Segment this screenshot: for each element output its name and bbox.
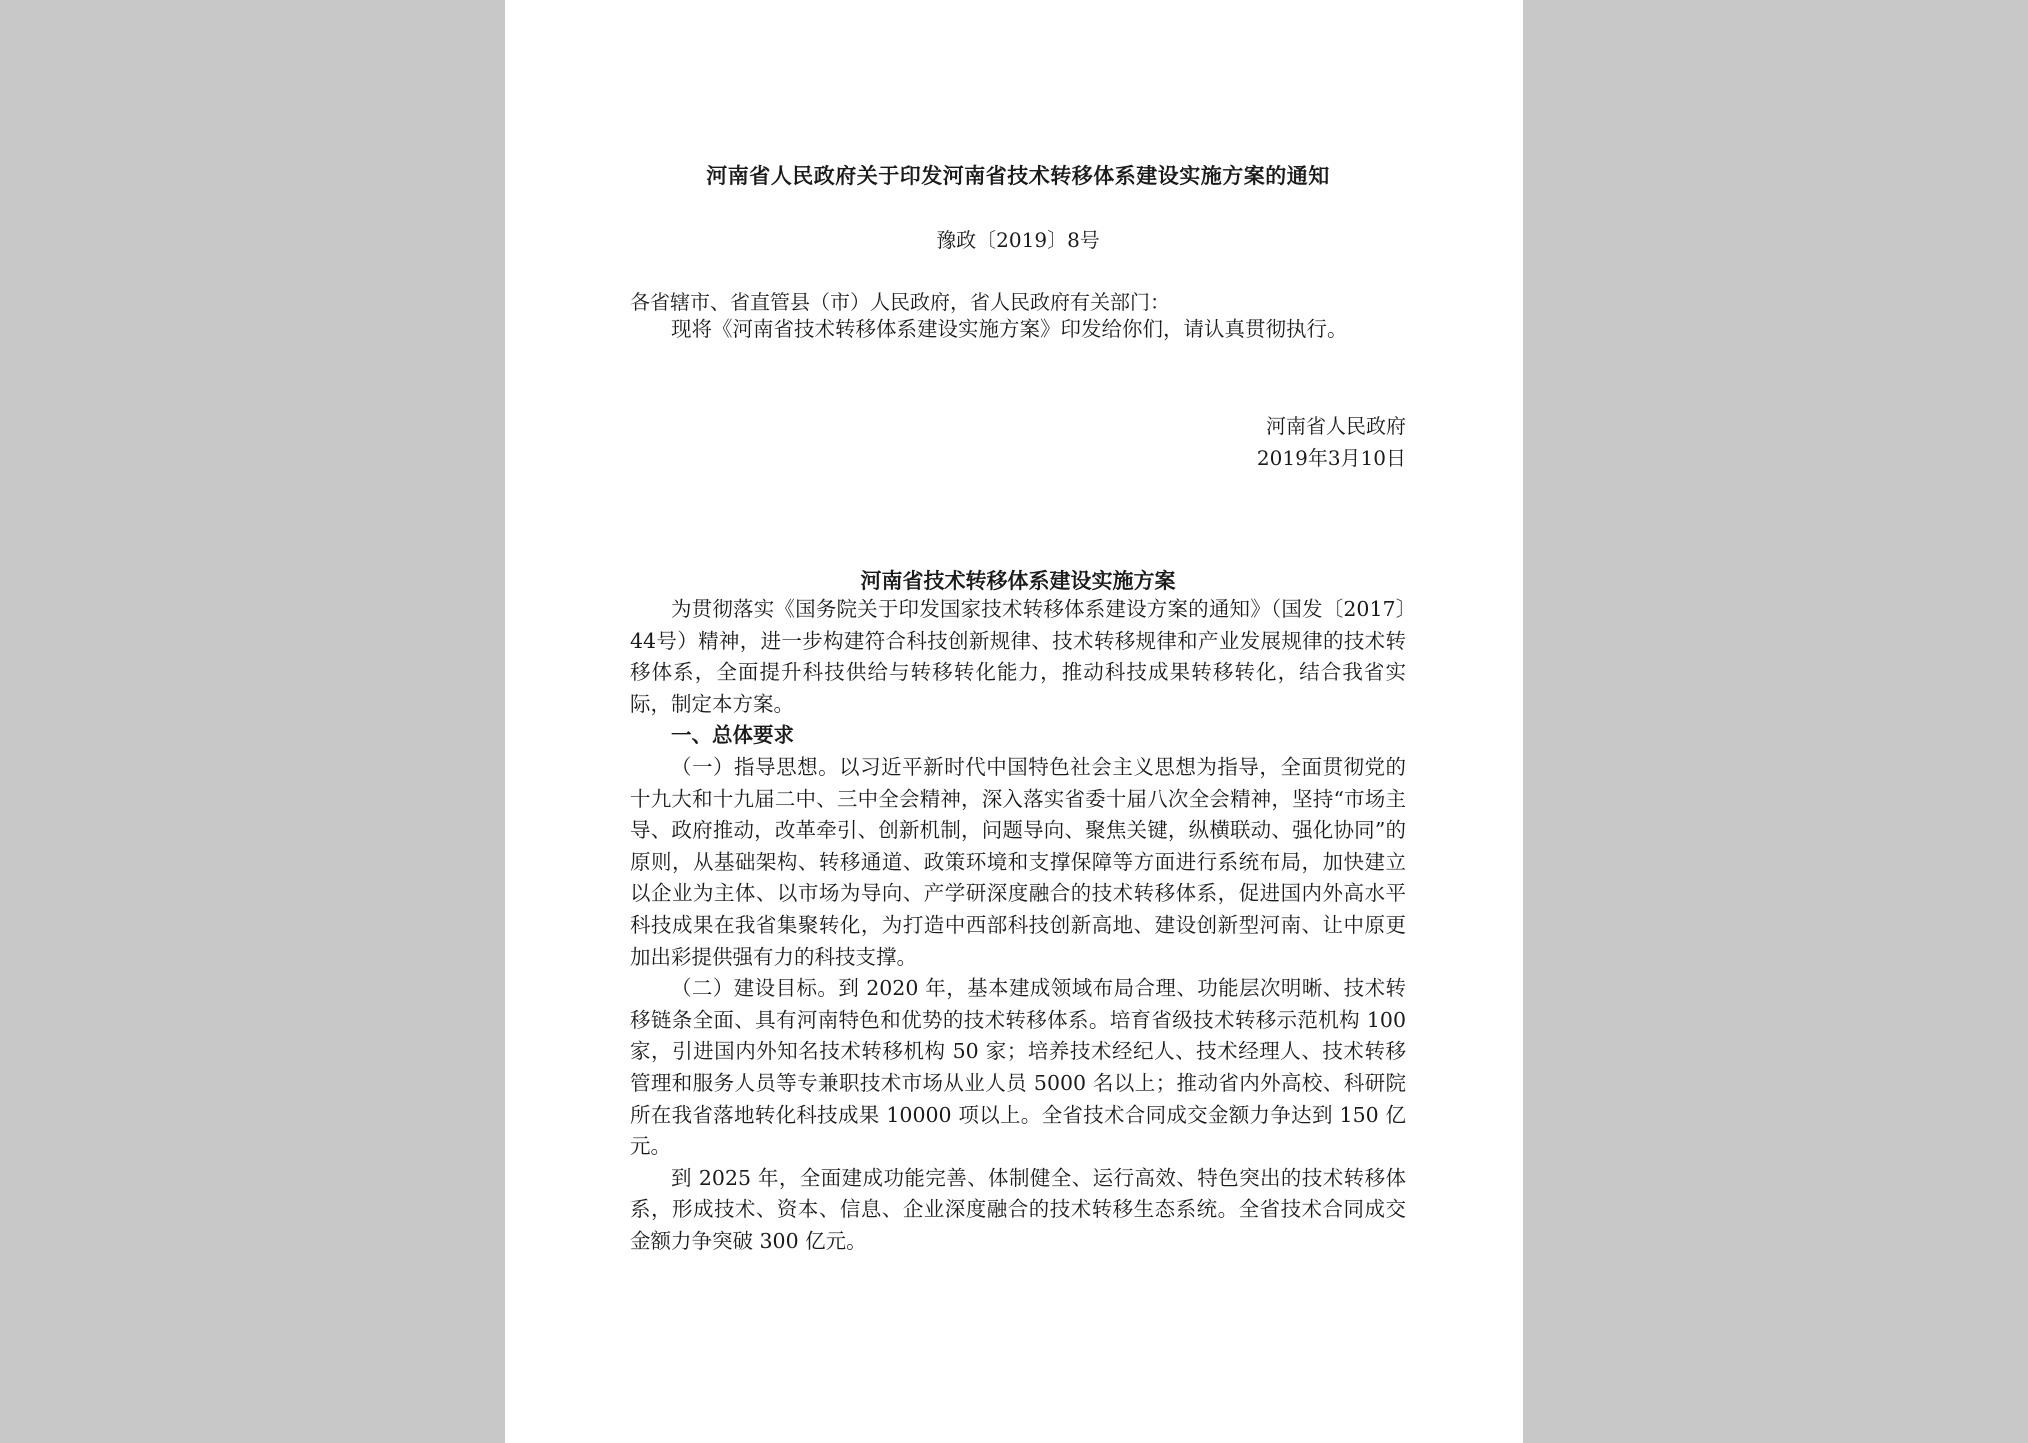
guiding-ideology-paragraph: （一）指导思想。以习近平新时代中国特色社会主义思想为指导，全面贯彻党的十九大和十九届二中、三中全会精神，深入落实省委十届八次全会精神，坚持“市场主导、政府推动，改革牵引、创新机制，问题导向、聚焦关键，纵横联动、强化协同”的原则，从基础架构、转移通道、政策环境和支撑保障等方面进行系统布局，加快建立以企业为主体、以市场为导向、产学研深度融合的技术转移体系，促进国内外高水平科技成果在我省集聚转化，为打造中西部科技创新高地、建设创新型河南、让中原更加出彩提供强有力的科技支撑。 <box>630 754 1406 969</box>
notice-recipients: 各省辖市、省直管县（市）人民政府，省人民政府有关部门： <box>630 290 1170 314</box>
plan-body <box>630 594 1406 1257</box>
plan-title: 河南省技术转移体系建设实施方案 <box>860 568 1176 593</box>
plan-intro-paragraph: 为贯彻落实《国务院关于印发国家技术转移体系建设方案的通知》（国发〔2017〕44号）精神，进一步构建符合科技创新规律、技术转移规律和产业发展规律的技术转移体系，全面提升科技供给与转移转化能力，推动科技成果转移转化，结合我省实际，制定本方案。 <box>630 597 1406 716</box>
construction-goal-paragraph: （二）建设目标。到 2020 年，基本建成领域布局合理、功能层次明晰、技术转移链条全面、具有河南特色和优势的技术转移体系。培育省级技术转移示范机构 100 家，引进国内外知名技术转移机构 50 家；培养技术经纪人、技术经理人、技术转移管理和服务人员等专兼职技术市场从业人员 5000 名以上；推动省内外高校、科研院所在我省落地转化科技成果 10000 项以上。全省技术合同成交金额力争达到 150 亿元。 <box>630 976 1406 1159</box>
signer: 河南省人民政府 <box>1266 414 1406 438</box>
goal-2025-paragraph: 到 2025 年，全面建成功能完善、体制健全、运行高效、特色突出的技术转移体系，形成技术、资本、信息、企业深度融合的技术转移生态系统。全省技术合同成交金额力争突破 300 亿元。 <box>630 1165 1406 1253</box>
signing-date: 2019年3月10日 <box>1256 446 1406 470</box>
notice-body: 现将《河南省技术转移体系建设实施方案》印发给你们，请认真贯彻执行。 <box>671 317 1348 341</box>
document-page <box>505 0 1523 1443</box>
notice-title: 河南省人民政府关于印发河南省技术转移体系建设实施方案的通知 <box>706 163 1330 188</box>
document-number: 豫政〔2019〕8号 <box>936 228 1100 252</box>
section-heading: 一、总体要求 <box>671 723 794 748</box>
